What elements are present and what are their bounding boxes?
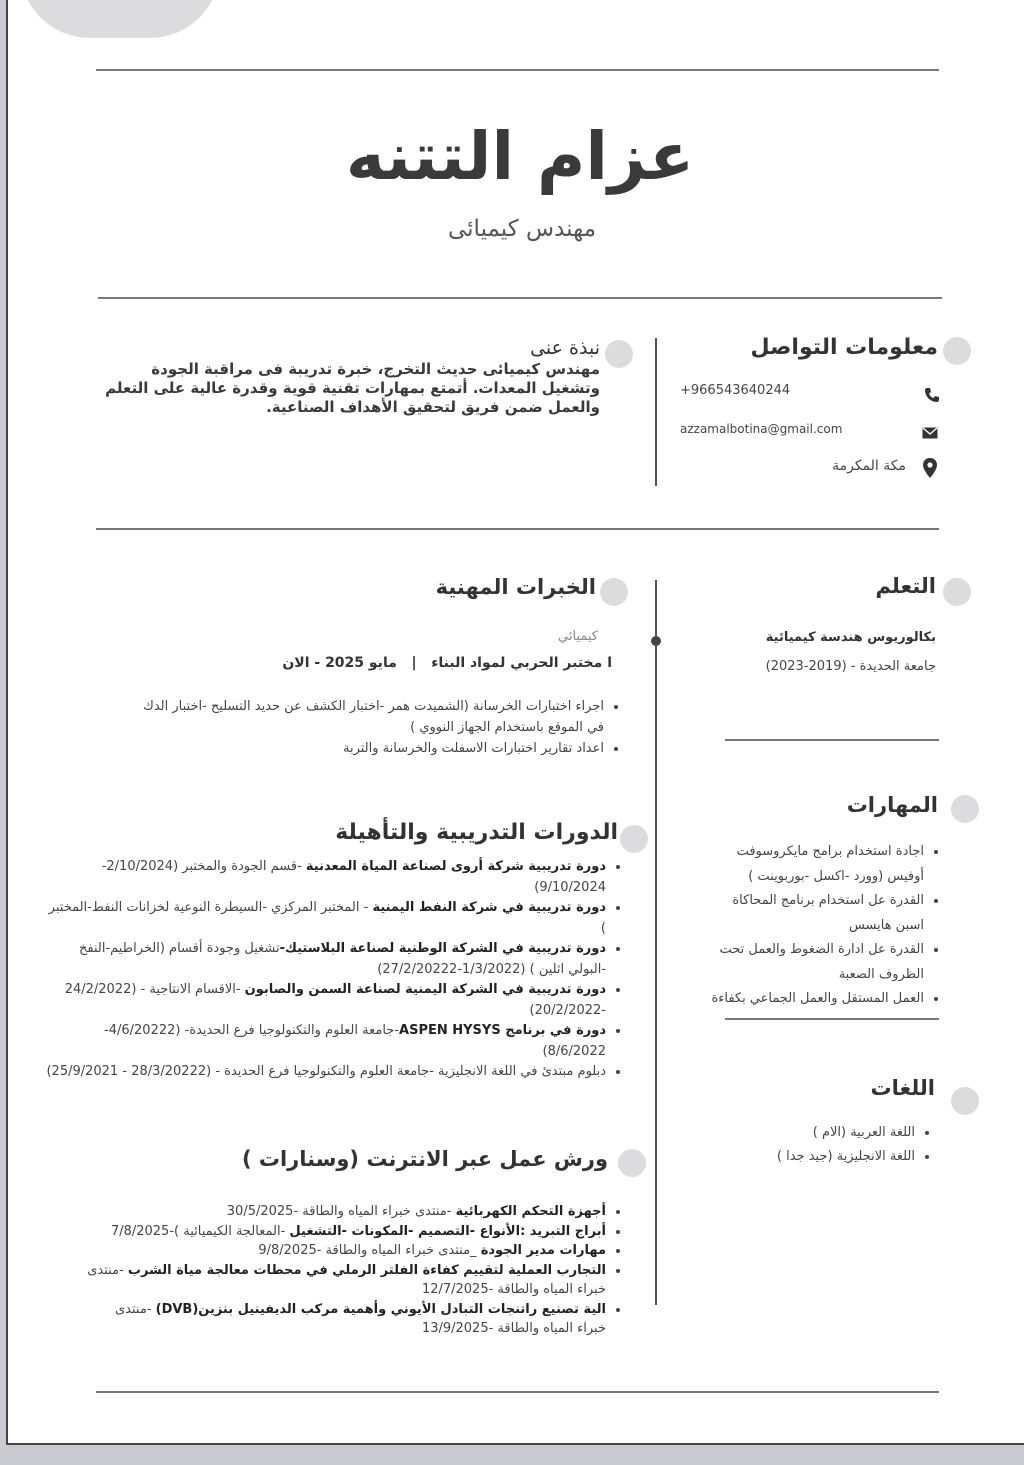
workshop-item-detail: -منتدى خبراء المياه والطاقة -13/9/2025 [114, 1301, 606, 1336]
languages-heading: اللغات [870, 1076, 935, 1100]
education-degree: بكالوريوس هندسة كيميائية [765, 630, 936, 645]
course-item [46, 898, 606, 939]
about-text: مهندس كيميائى حديث التخرج، خبرة تدريبة فى مراقبة الجودة وتشغيل المعدات. أتمتع بمهارات تقنية قوية وقدرة عالية على التعلم والعمل ضمن فريق لتحقيق الأهداف الصناعية. [105, 360, 600, 416]
experience-list [124, 696, 622, 759]
skills-heading: المهارات [846, 793, 938, 817]
courses-heading-dot [620, 825, 648, 853]
course-item-title: دورة تدريبية في الشركة الوطنية لصناعة البلاستيك- [279, 941, 606, 956]
contact-heading: معلومات التواصل [750, 335, 938, 360]
experience-item: • اجراء اختبارات الخرسانة (الشميدت همر -اختبار الكشف عن حديد التسليح -اختبار الدك في الموقع باستخدام الجهاز النووي ) [124, 696, 604, 738]
skills-list [704, 840, 942, 1012]
course-item-title: دورة تدريبية في الشركة اليمنية لصناعة السمن والصابون [244, 982, 606, 997]
about-contact-separator [655, 338, 657, 486]
course-item-detail: -الاقسام الانتاجية - (24/2/2022 -20/2/2022) [64, 982, 606, 1018]
languages-heading-dot [951, 1087, 979, 1115]
experience-item: • اعداد تقارير اختبارات الاسفلت والخرسانة والتربة [124, 738, 604, 759]
course-item-detail: - المختبر المركزي -السيطرة النوعية لخزانات النفط-المختبر ) [48, 900, 606, 936]
timeline-dot [651, 636, 661, 646]
location-pin-icon [922, 458, 938, 478]
workshops-heading-dot [618, 1149, 646, 1177]
workshop-item-title: الية تصنيع راتنجات التبادل الأيوني وأهمية مركب الديفينيل بنزين(DVB) [155, 1301, 606, 1317]
divider-header [98, 297, 942, 299]
course-item-detail: -قسم الجودة والمختبر (2/10/2024-9/10/2024) [101, 859, 606, 895]
experience-role: كيميائي [558, 629, 598, 644]
education-school: جامعة الحديدة - (2019-2023) [765, 659, 936, 674]
divider-bottom [96, 1391, 939, 1393]
experience-company: ا مختبر الحربي لمواد البناء | مايو 2025 - الان [282, 655, 612, 671]
workshops-heading: ورش عمل عبر الانترنت (وسنارات ) [241, 1147, 608, 1171]
course-item [46, 1062, 606, 1083]
workshop-item-detail: -المعالجة الكيميائية )-7/8/2025 [110, 1223, 290, 1239]
course-item-title: دورة في برنامج ASPEN HYSYS [399, 1023, 606, 1038]
email-icon [922, 425, 938, 441]
about-heading: نبذة عنى [530, 337, 600, 359]
workshop-item-title: مهارات مدير الجودة [480, 1243, 606, 1258]
skill-item: • القدرة عل استخدام برنامج المحاكاة اسبن هايسس [704, 889, 924, 938]
workshop-item [86, 1222, 606, 1242]
person-name: عزام التتنه [345, 118, 695, 195]
course-item [46, 1021, 606, 1062]
language-item: • اللغة العربية (الام ) [695, 1121, 915, 1145]
about-heading-dot [605, 340, 633, 368]
contact-location: مكة المكرمة [832, 458, 906, 474]
contact-phone[interactable]: +966543640244 [680, 383, 791, 398]
courses-list [46, 857, 624, 1083]
experience-heading: الخبرات المهنية [435, 575, 596, 599]
education-heading: التعلم [875, 574, 936, 598]
course-item [46, 857, 606, 898]
workshop-item-detail: _منتدى خبراء المياه والطاقة -9/8/2025 [258, 1243, 481, 1258]
phone-icon [924, 387, 940, 403]
workshop-item-detail: -منتدى خبراء المياه والطاقة -30/5/2025 [226, 1204, 456, 1219]
experience-heading-dot [600, 578, 628, 606]
divider-skills [725, 1018, 939, 1020]
workshop-item-title: التجارب العملية لتقييم كفاءة الفلتر الرملي في محطات معالجة مياة الشرب [127, 1262, 606, 1278]
divider-middle [96, 528, 939, 530]
job-title: مهندس كيميائى [447, 216, 597, 242]
course-item-detail: تشغيل وجودة أقسام (الخراطيم-النفخ -البولي اثلين ) (1/3/2022-27/2/20222) [79, 941, 606, 977]
contact-heading-dot [943, 337, 971, 365]
page-bottom-border [6, 1443, 1024, 1445]
skills-heading-dot [951, 795, 979, 823]
main-column-separator [655, 580, 657, 1305]
skill-item: • اجادة استخدام برامج مايكروسوفت أوفيس (وورد -اكسل -بوربوينت ) [704, 840, 924, 889]
course-item [46, 939, 606, 980]
workshop-item [86, 1261, 606, 1300]
course-item [46, 980, 606, 1021]
workshops-list [86, 1202, 624, 1339]
language-item: • اللغة الانجليزية (جيد جدا ) [695, 1145, 915, 1169]
course-item-detail: دبلوم مبتدئ في اللغة الانجليزية -جامعة العلوم والتكنولوجيا فرع الحديدة - (28/3/20222 - 25/9/2021) [46, 1064, 606, 1079]
workshop-item [86, 1202, 606, 1222]
languages-list [695, 1121, 933, 1169]
contact-email[interactable]: azzamalbotina@gmail.com [680, 422, 843, 436]
divider-top [96, 69, 939, 71]
course-item-title: دورة تدريبية في شركة النفط اليمنية [372, 900, 606, 915]
workshop-item [86, 1241, 606, 1261]
course-item-title: دورة تدريبية شركة أروى لصناعة المياة المعدنية [305, 859, 606, 874]
skill-item: • العمل المستقل والعمل الجماعي بكفاءة [704, 987, 924, 1012]
courses-heading: الدورات التدريبية والتأهيلة [335, 820, 618, 845]
workshop-item-title: أجهزة التحكم الكهربائية [455, 1204, 606, 1219]
divider-education [725, 739, 939, 741]
course-item-detail: -جامعة العلوم والتكنولوجيا فرع الحديدة- (4/6/20222-8/6/2022) [104, 1023, 606, 1059]
skill-item: • القدرة عل ادارة الضغوط والعمل تحت الظروف الصعبة [704, 938, 924, 987]
workshop-item-detail: -منتدى خبراء المياه والطاقة -12/7/2025 [87, 1262, 606, 1297]
education-heading-dot [943, 578, 971, 606]
workshop-item-title: أبراج التبريد :الأنواع -التصميم -المكونات -التشغيل [289, 1223, 606, 1239]
workshop-item [86, 1300, 606, 1339]
